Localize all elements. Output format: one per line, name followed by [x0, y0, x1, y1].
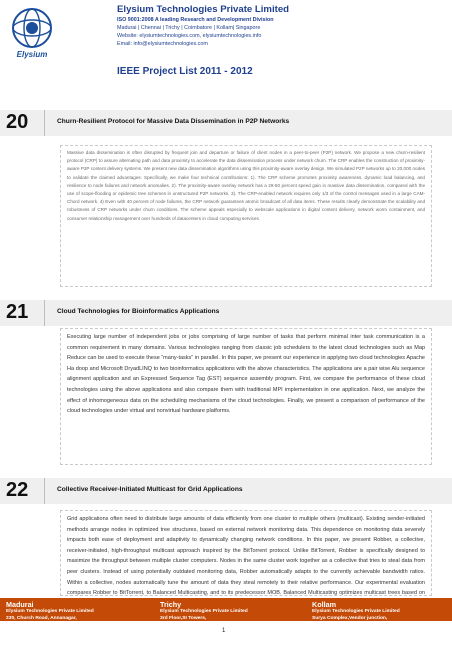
section-number: 21: [6, 301, 29, 323]
footer-line: kollam,Kerala – 691 010.: [312, 622, 369, 628]
footer-column-trichy: [160, 600, 310, 650]
section-divider: [44, 478, 45, 504]
footer-line: Elysium Technologies Private Limited: [312, 609, 400, 614]
footer-contacts: [0, 598, 452, 648]
section-divider: [44, 300, 45, 326]
footer-line: Contact : 91452 4390702, 4392702, 4394702.: [6, 629, 108, 635]
section-title: Churn-Resilient Protocol for Massive Data Dissemination in P2P Networks: [57, 118, 290, 125]
footer-line: 15 ,Melapudur , Trichy,: [160, 622, 213, 628]
footer-line: eMail: elysium.trichy@gmail.com: [160, 642, 238, 648]
footer-line: Surya Complex,Vendor junction,: [312, 615, 388, 621]
section-abstract-20: Massive data dissemination is often disrupted by frequent join and departure or failure of client nodes in a peer-to-peer (P2P) network. We propose a new churn-resilient protocol (CRP) to assure alternating path and data proximity to accelerate the data dissemination process under network churn. The CRP enables the construction of proximity-aware P2P content delivery systems. We present new data dissemination algorithms using this proximity-aware overlay design. We simulated P2P networks up to 20,000 nodes to validate the claimed advantages. Specifically, we make four technical contributions: 1). The CRP scheme promotes proximity awareness, dynamic load balancing, and resilience to node failures and network anomalies. 2). The proximity-aware overlay network has a 28-50 percent speed gain in massive data dissemination, compared with the use of scope-flooding or epidemic tree schemes in unstructured P2P networks. 3). The CRP-enabled network requires only 1/3 of the control messages used in a large CAM-Chord network. 4) Even with 40 percent of node failures, the CRP network guarantees atomic broadcast of all data items. These results clearly demonstrate the scalability and robustness of CRP networks under churn conditions. The scheme appeals especially to webscale applications in digital content delivery, network worm containment, and consumer relationship management over hundreds of datacenters in cloud computing services.: [60, 145, 432, 287]
footer-line: Elysium Technologies Private Limited: [6, 609, 94, 614]
section-header-22: [0, 478, 452, 504]
footer-city: Madurai: [6, 600, 34, 609]
footer-line: eMail: elysium.kollam@gmail.com: [312, 636, 392, 642]
footer-line: Contact : 91474 2723622.: [312, 629, 370, 635]
logo-text: Elysium: [16, 50, 48, 59]
footer-line: Tamilnadu – 620 001.: [160, 629, 209, 635]
section-abstract-21: Executing large number of independent jobs or jobs comprising of large number of tasks that perform minimal inter task communication is a common requirement in many domains. Various technologies ranging from classic job schedulers to the latest cloud technologies such as Map Reduce can be used to execute these “many-tasks” in parallel. In this paper, we present our experience in applying two cloud technologies Apache Ha doop and Microsoft DryadLINQ to two bioinformatics applications with the above characteristics. The applications are a pair wise Alu sequence alignment application and an Expressed Sequence Tag (EST) sequence assembly program. First, we compare the performance of these cloud technologies using the above applications and also compare them with traditional MPI implementation in one application. Next, we analyze the effect of inhomogeneous data on the scheduling mechanisms of the cloud technologies. Finally, we present a comparison of performance of the cloud technologies under virtual and nonvirtual hardware platforms.: [60, 328, 432, 465]
project-list-title: IEEE Project List 2011 - 2012: [117, 66, 253, 77]
footer-line: 3rd Floor,SI Towers,: [160, 615, 207, 621]
section-divider: [44, 110, 45, 136]
section-number: 20: [6, 111, 29, 133]
page-number: 1: [222, 628, 226, 634]
website-line: Website: elysiumtechnologies.com, elysiumtechnologies.info: [117, 33, 262, 39]
company-name: Elysium Technologies Private Limited: [117, 4, 290, 15]
footer-line: Madurai , Tamilnadu – 625 020.: [6, 622, 78, 628]
section-header-20: [0, 110, 452, 136]
section-header-21: [0, 300, 452, 326]
footer-line: 230, Church Road, Annanagar,: [6, 615, 77, 621]
elysium-logo: [10, 6, 54, 50]
section-title: Collective Receiver-Initiated Multicast for Grid Applications: [57, 486, 243, 493]
footer-line: eMail: info@elysiumtechnologies.com: [6, 636, 95, 642]
iso-line: ISO 9001:2008 A leading Research and Development Division: [117, 17, 274, 23]
footer-line: Contact : 91431 - 4002234.: [160, 636, 221, 642]
footer-city: Kollam: [312, 600, 336, 609]
section-title: Cloud Technologies for Bioinformatics Applications: [57, 308, 220, 315]
footer-column-kollam: [312, 600, 452, 643]
email-line: Email: info@elysiumtechnologies.com: [117, 41, 208, 47]
letterhead: [0, 0, 452, 77]
footer-column-madurai: [6, 600, 156, 643]
section-abstract-22: Grid applications often need to distribute large amounts of data efficiently from one cluster to multiple others (multicast). Existing sender-initiated methods arrange nodes in optimized tree structures, based on external network monitoring data. This dependence on monitoring data severely impacts both ease of deployment and adaptivity to dynamically changing network conditions. In this paper, we present Robber, a collective, receiver-initiated, high-throughput multicast approach inspired by the BitTorrent protocol. Unlike BitTorrent, Robber is specifically designed to maximize the throughput between multiple cluster computers. Nodes in the same cluster work together as a collective that tries to steal data from peer clusters. Instead of using potentially outdated monitoring data, Robber automatically adapts to the currently achievable bandwidth ratios. Within a collective, nodes automatically tune the amount of data they steal remotely to their relative performance. Our experimental evaluation compares Robber to BitTorrent, to Balanced Multicasting, and to its predecessor MOB. Balanced Multicasting optimizes multicast trees based on: [60, 510, 432, 596]
footer-line: Elysium Technologies Private Limited: [160, 609, 248, 614]
footer-city: Trichy: [160, 600, 182, 609]
section-number: 22: [6, 479, 29, 501]
cities-line: Madurai | Chennai | Trichy | Coimbatore | Kollam| Singapore: [117, 25, 261, 31]
